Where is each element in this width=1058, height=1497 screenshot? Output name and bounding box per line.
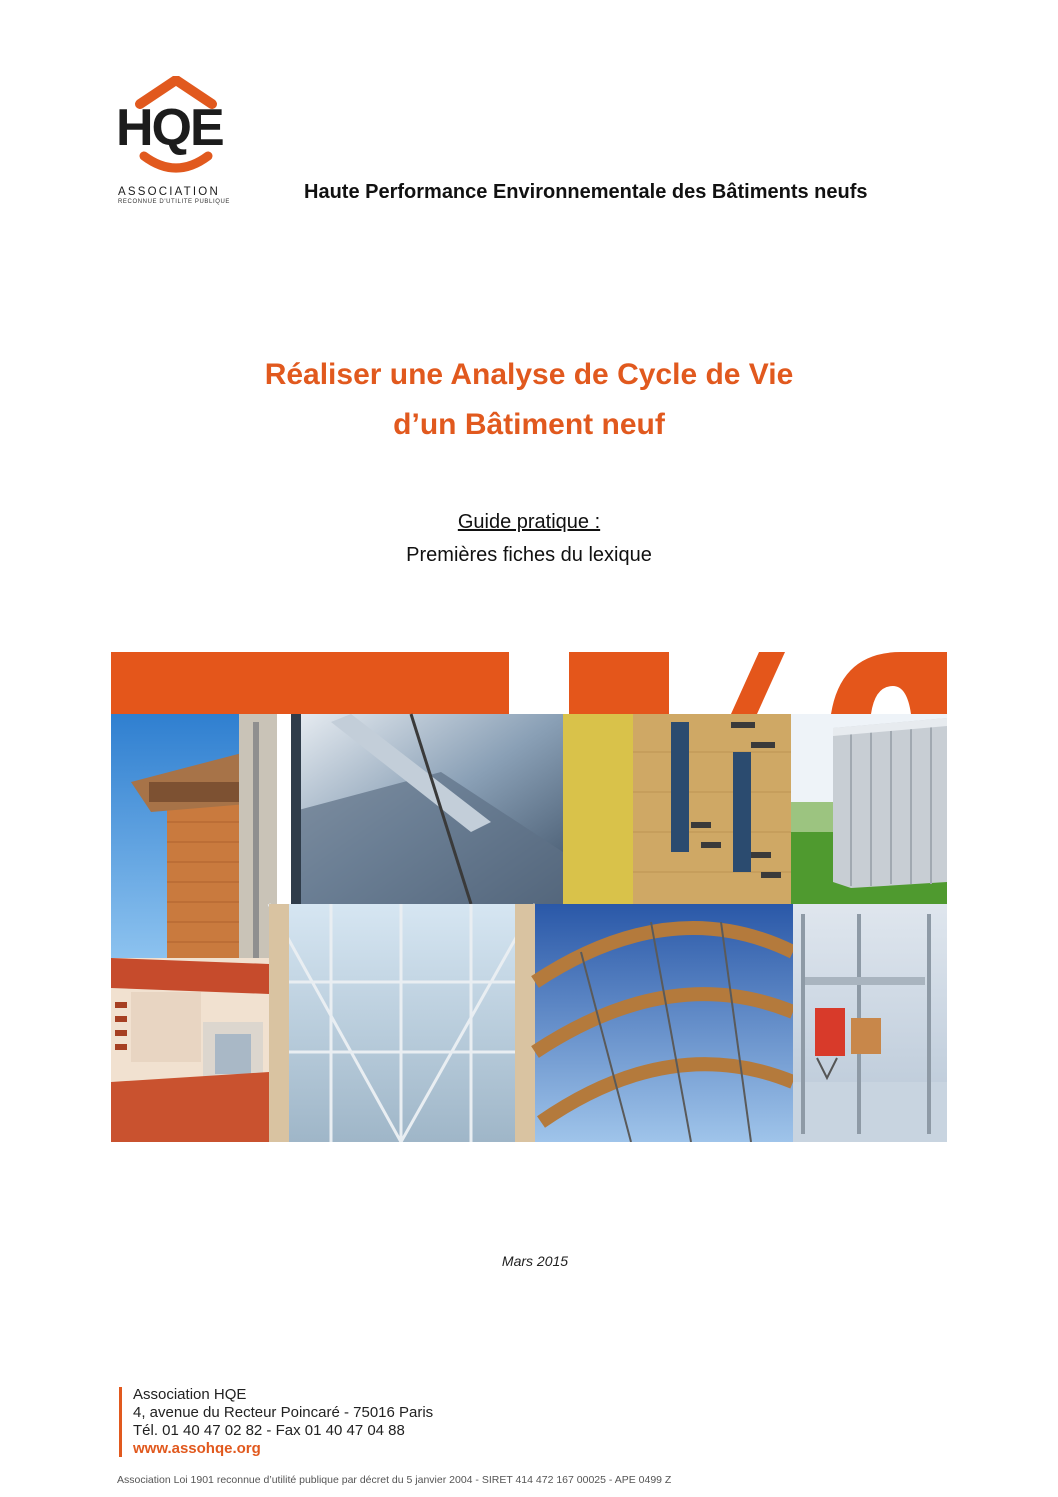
footer-phone: Tél. 01 40 47 02 82 - Fax 01 40 47 04 88 <box>133 1422 405 1439</box>
office-partition-photo <box>793 904 947 1142</box>
footer-address: 4, avenue du Recteur Poincaré - 75016 Paris <box>133 1404 434 1421</box>
footer-accent-bar <box>119 1387 122 1457</box>
glass-roof-photo <box>269 904 535 1142</box>
subtitle-guide <box>0 511 1058 534</box>
footer-organization: Association HQE <box>133 1386 247 1403</box>
footer-website-link[interactable]: www.assohqe.org <box>133 1440 261 1457</box>
hqe-logo <box>112 76 240 212</box>
brick-facade-photo <box>111 714 277 958</box>
subtitle-guide-text: Guide pratique : <box>457 511 601 533</box>
insulated-wall-photo <box>563 714 791 904</box>
header-tagline: Haute Performance Environnementale des Bâtiments neufs <box>304 181 868 203</box>
logo-subline: RECONNUE D'UTILITE PUBLIQUE <box>118 199 231 205</box>
publication-date: Mars 2015 <box>501 1253 569 1269</box>
footer-legal-notice: Association Loi 1901 reconnue d’utilité publique par décret du 5 janvier 2004 - SIRET 414 472 167 00025 - APE 0499 Z <box>117 1474 672 1486</box>
metal-shed-photo <box>791 714 947 904</box>
cover-photo-collage <box>111 652 947 1142</box>
page-title-line1: Réaliser une Analyse de Cycle de Vie <box>264 358 794 391</box>
subtitle-lexique: Premières fiches du lexique <box>406 544 652 566</box>
page-title-line2: d’un Bâtiment neuf <box>393 408 665 441</box>
steel-structure-photo <box>291 714 563 904</box>
logo-association: ASSOCIATION <box>118 186 220 198</box>
terracotta-block-photo <box>111 958 269 1142</box>
logo-wordmark: HQE <box>116 99 223 157</box>
timber-arch-roof-photo <box>535 904 793 1142</box>
